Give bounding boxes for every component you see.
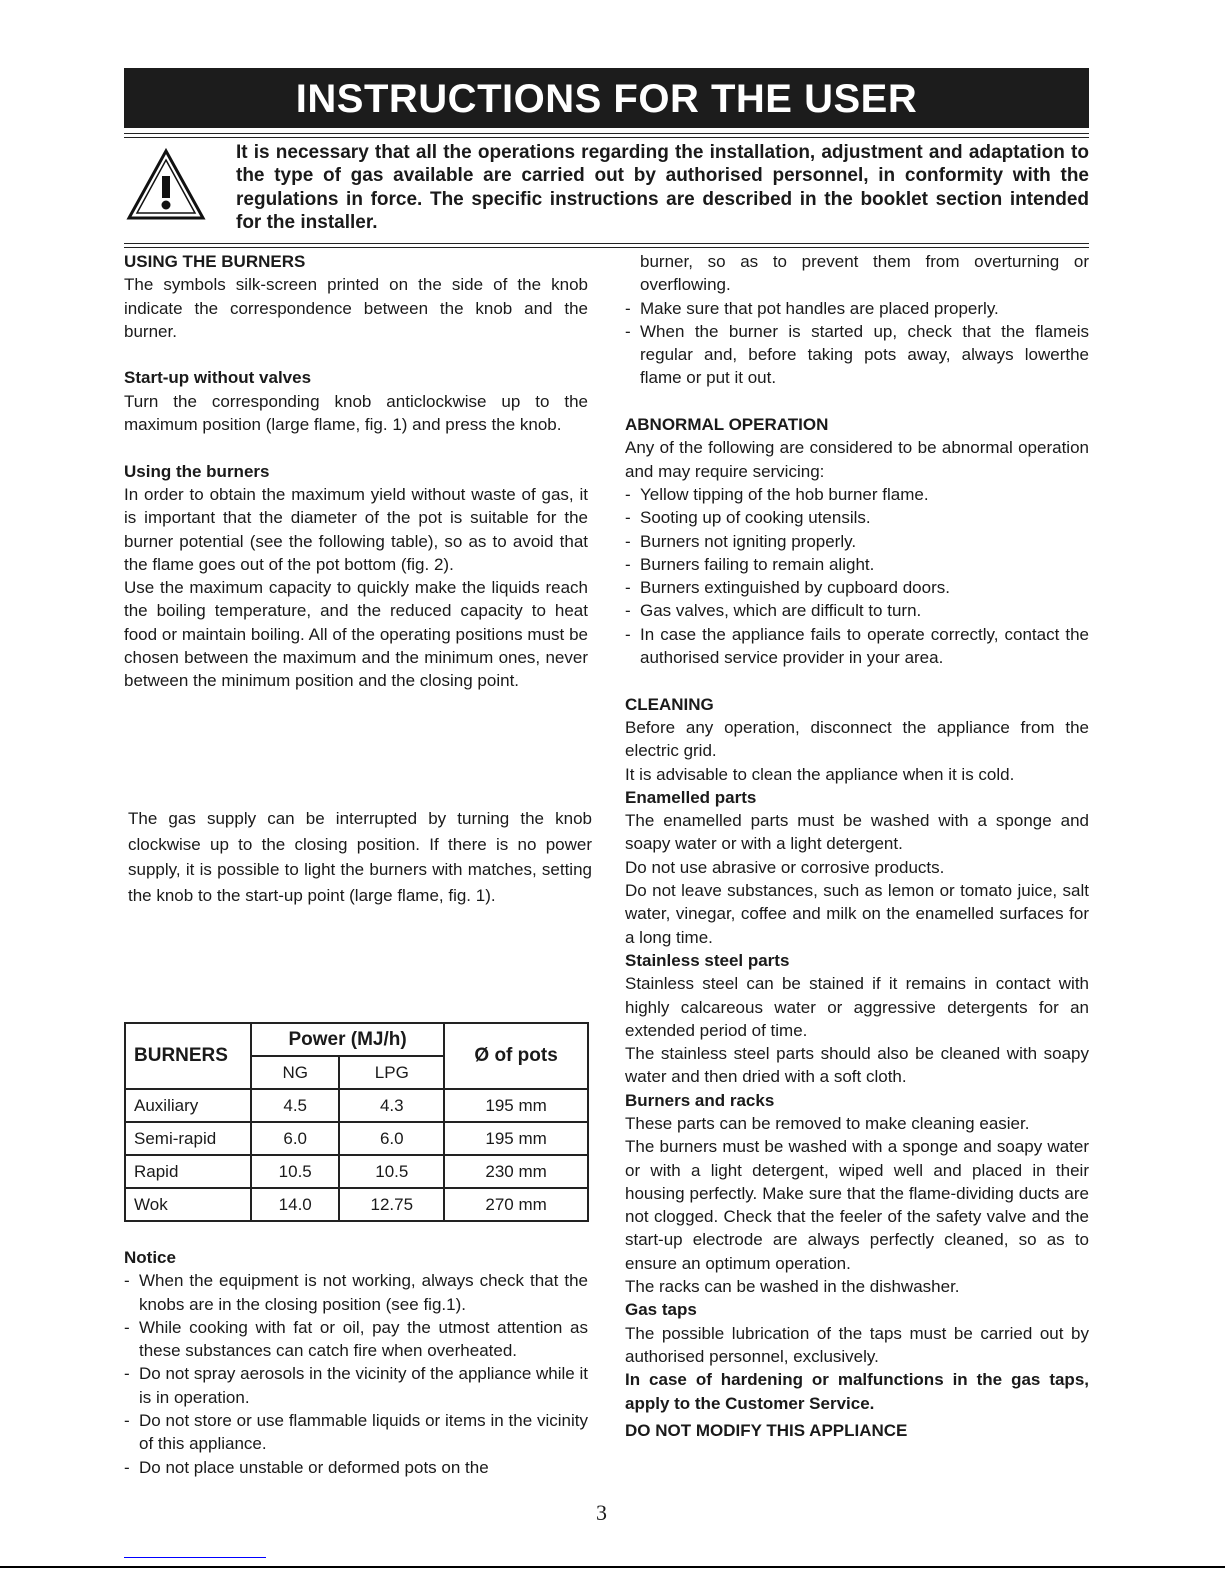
paragraph: burner, so as to prevent them from overturning or overflowing. [640, 252, 1089, 295]
paragraph: Do not leave substances, such as lemon or tomato juice, salt water, vinegar, coffee and milk on the enamelled surfaces for a long time. [625, 881, 1089, 947]
header-power: Power (MJ/h) [251, 1023, 444, 1056]
paragraph: Use the maximum capacity to quickly make the liquids reach the boiling temperature, and the reduced capacity to heat food or maintain boiling. All of the operating positions must be chosen between the maximum and the minimum ones, never between the minimum position and the closing point. [124, 578, 588, 691]
bold-note: In case of hardening or malfunctions in the gas taps, apply to the Customer Service. [625, 1370, 1089, 1413]
list-item: - Do not place unstable or deformed pots on the [124, 1456, 588, 1479]
installation-warning: It is necessary that all the operations regarding the installation, adjustment and adaptation to the type of gas available are carried out by authorised personnel, in conformity with the regulations in force. The specific instructions are described in the booklet section intended for the installer. [236, 142, 1089, 233]
header-pots: Ø of pots [444, 1023, 588, 1089]
divider [124, 133, 1089, 134]
cell: 4.5 [251, 1089, 339, 1122]
subheading: Enamelled parts [625, 787, 757, 807]
table-row [125, 1122, 588, 1155]
paragraph: In order to obtain the maximum yield without waste of gas, it is important that the diameter of the pot is suitable for the burner potential (see the following table), so as to avoid that the flame goes out of the pot bottom (fig. 2). [124, 484, 588, 574]
list-item: - Burners not igniting properly. [625, 530, 1089, 553]
cell: 14.0 [251, 1188, 339, 1221]
table-row [125, 1155, 588, 1188]
paragraph: The symbols silk-screen printed on the side of the knob indicate the correspondence between the knob and the burner. [124, 275, 588, 341]
table-row [125, 1089, 588, 1122]
section-heading: ABNORMAL OPERATION [625, 415, 829, 435]
list-item: - Do not store or use flammable liquids or items in the vicinity of this appliance. [124, 1409, 588, 1456]
cell: 230 mm [444, 1155, 588, 1188]
paragraph: Before any operation, disconnect the appliance from the electric grid. [625, 717, 1089, 761]
paragraph: Any of the following are considered to be abnormal operation and may require servicing: [625, 438, 1089, 481]
gas-supply-paragraph [128, 806, 592, 908]
divider [124, 247, 1089, 248]
list-item: - Make sure that pot handles are placed properly. [625, 297, 1089, 320]
page-title: INSTRUCTIONS FOR THE USER [124, 68, 1089, 128]
list-item: - Do not spray aerosols in the vicinity of the appliance while it is in operation. [124, 1362, 588, 1409]
cell: 270 mm [444, 1188, 588, 1221]
header-burners: BURNERS [125, 1023, 251, 1089]
do-not-modify-note: DO NOT MODIFY THIS APPLIANCE [625, 1420, 908, 1440]
left-column [124, 250, 588, 693]
list-item: - When the burner is started up, check that the flameis regular and, before taking pots away, always lowerthe flame or put it out. [625, 320, 1089, 390]
link-underline [124, 1557, 266, 1558]
paragraph: These parts can be removed to make cleaning easier. [625, 1113, 1030, 1133]
header-lpg: LPG [339, 1056, 444, 1089]
list-item: - While cooking with fat or oil, pay the utmost attention as these substances can catch fire when overheated. [124, 1316, 588, 1363]
cell: Semi-rapid [125, 1122, 251, 1155]
list-item: - In case the appliance fails to operate correctly, contact the authorised service provider in your area. [625, 623, 1089, 670]
paragraph: Turn the corresponding knob anticlockwise up to the maximum position (large flame, fig. 1) and press the knob. [124, 391, 588, 435]
cell: Rapid [125, 1155, 251, 1188]
section-heading: Notice [124, 1248, 176, 1267]
cell: 6.0 [339, 1122, 444, 1155]
paragraph: The gas supply can be interrupted by turning the knob clockwise up to the closing position. If there is no power supply, it is possible to light the burners with matches, setting the knob to the start-up point (large flame, fig. 1). [128, 809, 592, 905]
warning-triangle-icon [126, 148, 206, 222]
section-heading: Start-up without valves [124, 368, 312, 388]
paragraph: The stainless steel parts should also be cleaned with soapy water and then dried with a soft cloth. [625, 1044, 1089, 1087]
list-item: - Burners failing to remain alight. [625, 553, 1089, 576]
header-ng: NG [251, 1056, 339, 1089]
subheading: Gas taps [625, 1300, 697, 1320]
list-item: - When the equipment is not working, always check that the knobs are in the closing position (see fig.1). [124, 1269, 588, 1316]
section-heading: USING THE BURNERS [124, 252, 306, 271]
notice-list [124, 1269, 588, 1479]
divider [124, 137, 1089, 138]
section-heading: Using the burners [124, 461, 270, 481]
paragraph: It is advisable to clean the appliance when it is cold. [625, 764, 1015, 784]
subheading: Burners and racks [625, 1090, 775, 1110]
table-row [125, 1188, 588, 1221]
subheading: Stainless steel parts [625, 950, 790, 970]
cell: 195 mm [444, 1089, 588, 1122]
paragraph: Stainless steel can be stained if it remains in contact with highly calcareous water or aggressive detergents for an extended period of time. [625, 974, 1089, 1040]
burners-table [124, 1022, 589, 1222]
page-number: 3 [596, 1500, 607, 1525]
paragraph: Do not use abrasive or corrosive products. [625, 857, 945, 877]
right-column [625, 250, 1089, 1442]
cell: 10.5 [251, 1155, 339, 1188]
abnormal-list [625, 483, 1089, 669]
section-heading: CLEANING [625, 694, 714, 714]
cell: 12.75 [339, 1188, 444, 1221]
bottom-border [0, 1566, 1225, 1568]
cell: 195 mm [444, 1122, 588, 1155]
paragraph: The enamelled parts must be washed with a sponge and soapy water or with a light detergent. [625, 811, 1089, 854]
cell: Wok [125, 1188, 251, 1221]
cell: 6.0 [251, 1122, 339, 1155]
list-item: - Gas valves, which are difficult to turn. [625, 599, 1089, 622]
paragraph: The racks can be washed in the dishwasher. [625, 1277, 960, 1297]
list-item: - Sooting up of cooking utensils. [625, 506, 1089, 529]
paragraph: The burners must be washed with a sponge and soapy water or with a light detergent, wiped well and placed in their housing perfectly. Make sure that the flame-dividing ducts are not clogged. Check that the feeler of the safety valve and the start-up electrode are always perfectly cleaned, so as to ensure an optimum operation. [625, 1137, 1089, 1273]
cell: 4.3 [339, 1089, 444, 1122]
cell: 10.5 [339, 1155, 444, 1188]
divider [124, 243, 1089, 244]
notice-section [124, 1246, 588, 1479]
paragraph: The possible lubrication of the taps must be carried out by authorised personnel, exclusively. [625, 1323, 1089, 1366]
list-item: - Yellow tipping of the hob burner flame. [625, 483, 1089, 506]
list-item: - Burners extinguished by cupboard doors. [625, 576, 1089, 599]
cell: Auxiliary [125, 1089, 251, 1122]
